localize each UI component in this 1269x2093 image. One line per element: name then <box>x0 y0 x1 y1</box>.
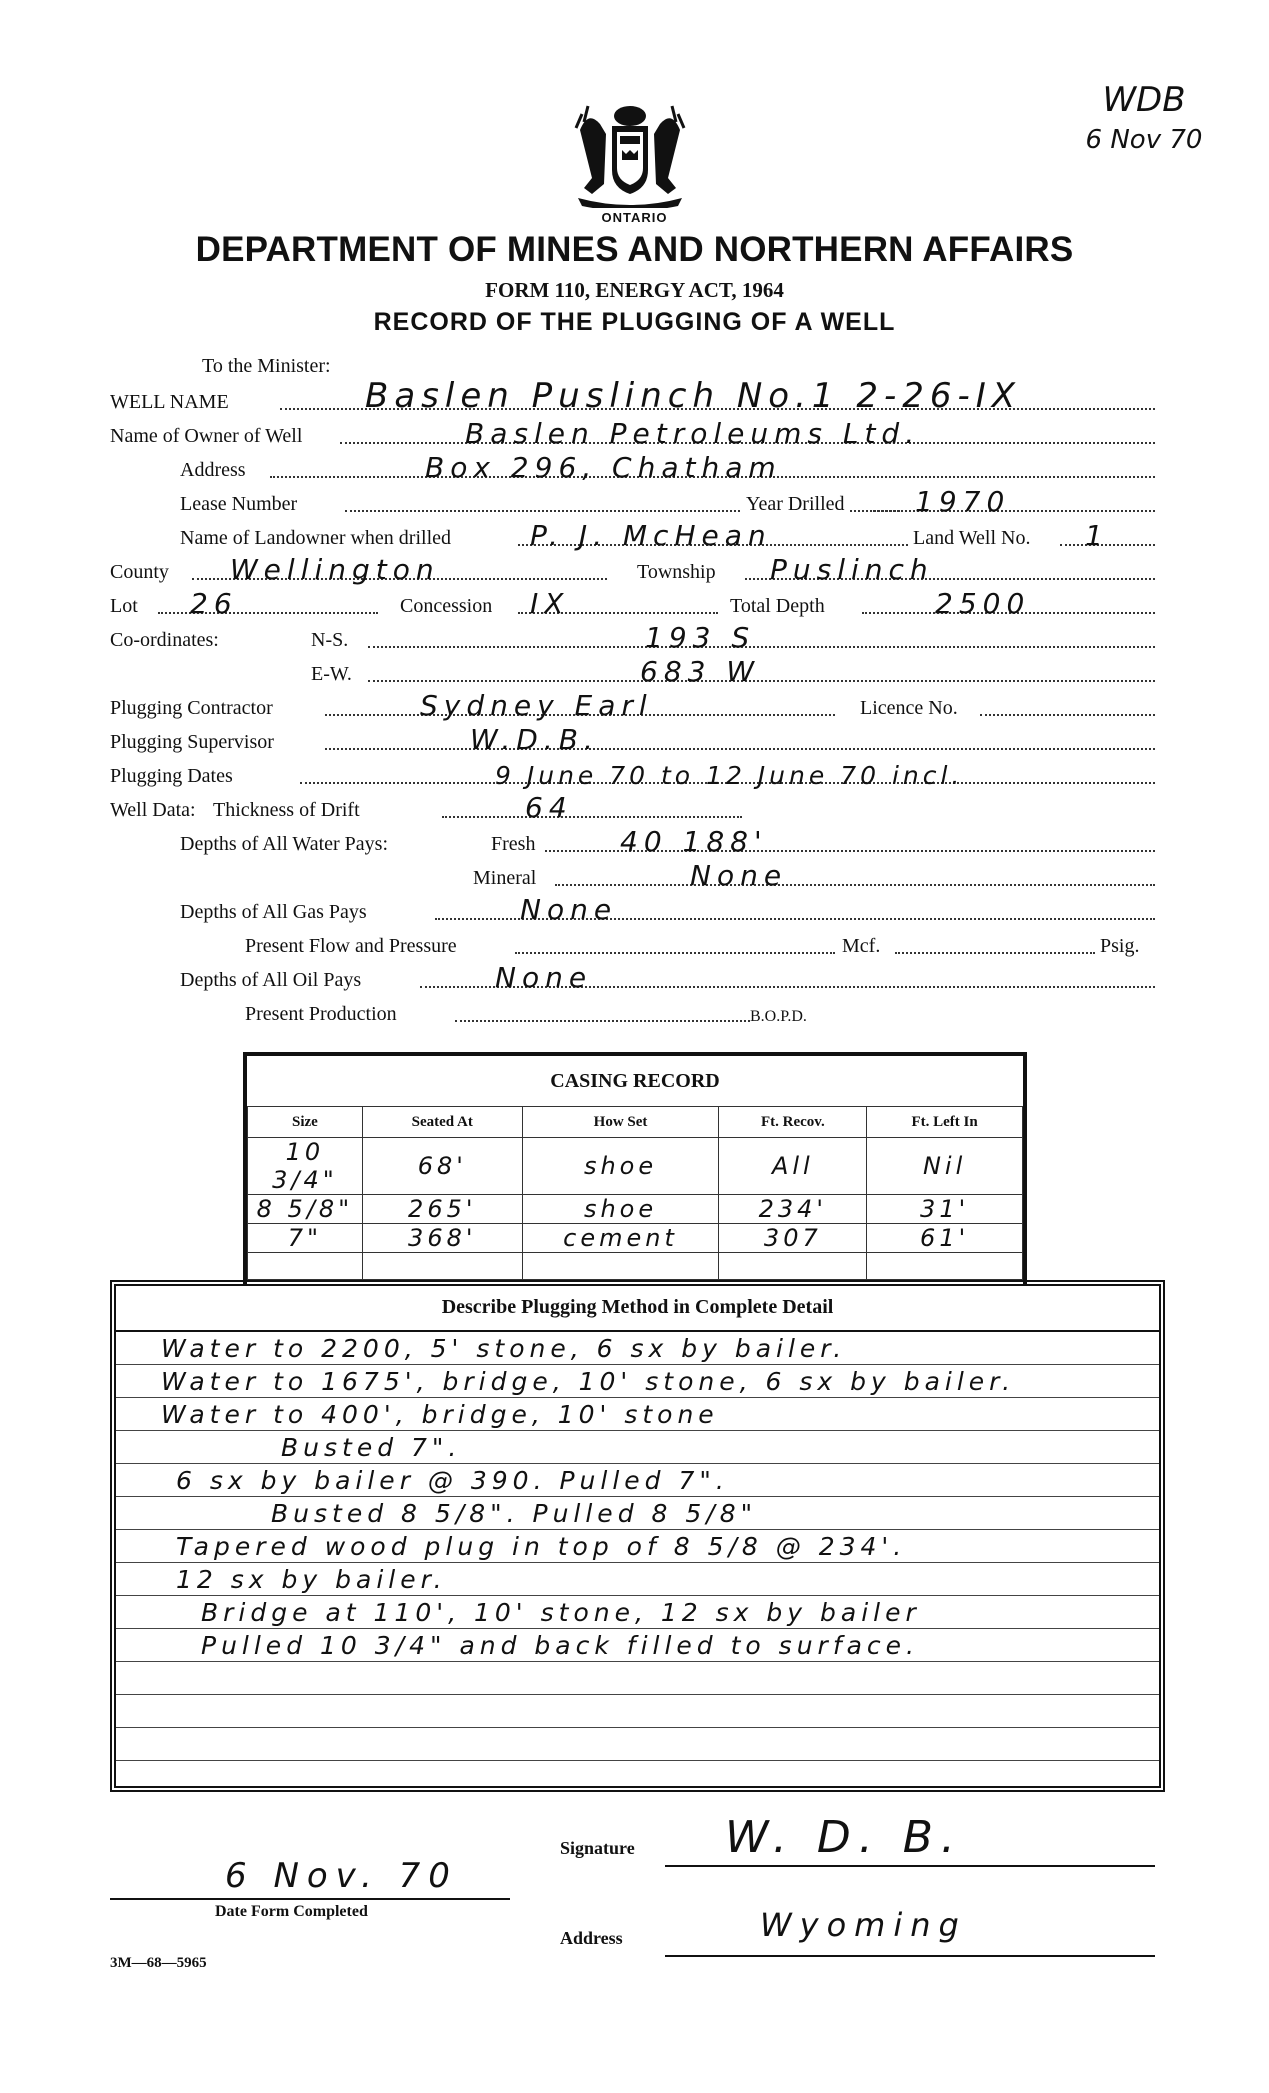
method-line-7: Tapered wood plug in top of 8 5/8 @ 234'. <box>176 1532 907 1561</box>
method-line-1: Water to 2200, 5' stone, 6 sx by bailer. <box>161 1334 847 1363</box>
casing-cell: 8 5/8" <box>248 1195 363 1224</box>
date-completed-label: Date Form Completed <box>215 1903 368 1920</box>
form-number: FORM 110, ENERGY ACT, 1964 <box>485 278 784 302</box>
casing-cell: 31' <box>867 1195 1023 1224</box>
casing-cell: 265' <box>362 1195 522 1224</box>
well-name-value: Baslen Puslinch No.1 2-26-IX <box>365 376 1022 416</box>
year-drilled-value: 1970 <box>915 485 1011 518</box>
casing-cell <box>362 1253 522 1280</box>
bopd-label: B.O.P.D. <box>750 1008 807 1025</box>
ns-label: N-S. <box>311 629 349 651</box>
coordinates-ew-field <box>110 655 1155 688</box>
county-value: Wellington <box>230 553 440 586</box>
signature-label: Signature <box>560 1838 635 1858</box>
contractor-licence-field <box>110 689 1155 722</box>
landowner-field <box>180 519 1155 552</box>
method-line-9: Bridge at 110', 10' stone, 12 sx by bailer <box>201 1598 921 1627</box>
owner-address-field <box>180 451 1155 484</box>
casing-cell: 307 <box>719 1224 867 1253</box>
licence-label: Licence No. <box>860 697 958 719</box>
oil-pays-field <box>180 961 1155 994</box>
method-line-4: Busted 7". <box>281 1433 462 1462</box>
mcf-label: Mcf. <box>842 935 881 957</box>
total-depth-value: 2500 <box>935 587 1031 620</box>
contractor-value: Sydney Earl <box>420 689 653 722</box>
owner-address-label: Address <box>180 459 246 481</box>
casing-header-seated-at: Seated At <box>362 1107 522 1138</box>
department-title: DEPARTMENT OF MINES AND NORTHERN AFFAIRS <box>195 230 1074 269</box>
oil-pays-value: None <box>495 961 593 994</box>
fresh-value: 40 188' <box>620 825 768 858</box>
total-depth-label: Total Depth <box>730 595 825 617</box>
ontario-coat-of-arms-icon <box>570 100 690 208</box>
address-value: Wyoming <box>760 1906 967 1944</box>
water-pays-label: Depths of All Water Pays: <box>180 833 388 855</box>
casing-cell <box>719 1253 867 1280</box>
plugging-dates-field <box>110 760 1155 790</box>
gas-pays-field <box>180 893 1155 926</box>
casing-record-table <box>247 1106 1023 1280</box>
supervisor-field <box>110 723 1155 756</box>
landowner-value: P. J. McHean <box>530 519 772 552</box>
table-row <box>248 1253 1023 1280</box>
casing-cell: cement <box>522 1224 719 1253</box>
owner-field <box>110 417 1155 450</box>
method-line-6: Busted 8 5/8". Pulled 8 5/8" <box>271 1499 758 1528</box>
casing-header-size: Size <box>248 1107 363 1138</box>
casing-header-ft-recov: Ft. Recov. <box>719 1107 867 1138</box>
flow-pressure-field <box>245 930 1155 960</box>
coordinates-label: Co-ordinates: <box>110 629 219 651</box>
county-township-field <box>110 553 1155 586</box>
casing-cell <box>248 1253 363 1280</box>
oil-pays-label: Depths of All Oil Pays <box>180 969 362 991</box>
concession-label: Concession <box>400 595 493 617</box>
corner-handwritten-note <box>1059 80 1229 160</box>
gas-pays-value: None <box>520 893 618 926</box>
casing-header-ft-left-in: Ft. Left In <box>867 1107 1023 1138</box>
mineral-label: Mineral <box>473 867 537 889</box>
plugging-method-title: Describe Plugging Method in Complete Detail <box>441 1296 834 1318</box>
year-drilled-label: Year Drilled <box>742 493 849 516</box>
drift-value: 64 <box>525 791 573 824</box>
landowner-label: Name of Landowner when drilled <box>180 527 452 549</box>
date-completed-value: 6 Nov. 70 <box>225 1856 458 1896</box>
land-well-no-value: 1 <box>1085 519 1109 552</box>
casing-cell: shoe <box>522 1195 719 1224</box>
land-well-no-label: Land Well No. <box>913 527 1031 549</box>
fresh-water-field <box>180 825 1155 858</box>
gas-pays-label: Depths of All Gas Pays <box>180 901 367 923</box>
township-value: Puslinch <box>770 553 934 586</box>
flow-label: Present Flow and Pressure <box>245 935 457 957</box>
owner-address-value: Box 296, Chatham <box>425 451 782 484</box>
casing-cell: 368' <box>362 1224 522 1253</box>
casing-record-title: CASING RECORD <box>550 1070 720 1092</box>
coordinates-ns-field <box>110 621 1155 654</box>
plugging-dates-label: Plugging Dates <box>110 765 233 787</box>
casing-cell: shoe <box>522 1138 719 1195</box>
lease-year-field <box>180 485 1155 518</box>
casing-cell: All <box>719 1138 867 1195</box>
lot-label: Lot <box>110 595 138 617</box>
mineral-water-field <box>180 859 1155 892</box>
form-code: 3M—68—5965 <box>110 1955 207 1971</box>
contractor-label: Plugging Contractor <box>110 697 273 719</box>
plugging-method-box <box>110 1280 1165 1792</box>
casing-cell: Nil <box>867 1138 1023 1195</box>
province-name: ONTARIO <box>601 210 668 225</box>
casing-cell <box>522 1253 719 1280</box>
table-row <box>248 1224 1023 1253</box>
method-line-3: Water to 400', bridge, 10' stone <box>161 1400 719 1429</box>
supervisor-value: W.D.B. <box>470 723 599 756</box>
concession-value: IX <box>530 587 570 620</box>
production-field <box>245 998 845 1028</box>
lot-value: 26 <box>190 587 238 620</box>
owner-label: Name of Owner of Well <box>110 425 303 447</box>
casing-cell: 68' <box>362 1138 522 1195</box>
casing-cell: 7" <box>248 1224 363 1253</box>
casing-cell: 234' <box>719 1195 867 1224</box>
lease-number-label: Lease Number <box>180 493 298 515</box>
casing-cell <box>867 1253 1023 1280</box>
psig-label: Psig. <box>1100 935 1140 957</box>
ew-label: E-W. <box>311 663 352 685</box>
fresh-label: Fresh <box>491 833 536 855</box>
mineral-value: None <box>690 859 788 892</box>
drift-field <box>110 791 1155 824</box>
ns-value: 193 S <box>645 621 756 654</box>
corner-initials: WDB <box>1102 80 1186 120</box>
table-row <box>248 1195 1023 1224</box>
ew-value: 683 W <box>640 655 761 688</box>
form-title: RECORD OF THE PLUGGING OF A WELL <box>373 308 896 336</box>
casing-record-box <box>243 1052 1027 1284</box>
well-data-label: Well Data: <box>110 799 196 821</box>
drift-label: Thickness of Drift <box>213 799 360 821</box>
production-label: Present Production <box>245 1003 397 1025</box>
casing-cell: 10 3/4" <box>248 1138 363 1195</box>
address-label: Address <box>560 1928 623 1948</box>
owner-value: Baslen Petroleums Ltd. <box>465 417 921 450</box>
well-name-label: WELL NAME <box>110 391 229 413</box>
method-line-10: Pulled 10 3/4" and back filled to surface. <box>201 1631 920 1660</box>
signature-value: W. D. B. <box>725 1812 963 1863</box>
well-name-field <box>110 376 1155 416</box>
table-row <box>248 1138 1023 1195</box>
casing-cell: 61' <box>867 1224 1023 1253</box>
corner-date: 6 Nov 70 <box>1085 125 1203 155</box>
salutation: To the Minister: <box>202 355 331 377</box>
county-label: County <box>110 561 169 583</box>
supervisor-label: Plugging Supervisor <box>110 731 274 753</box>
casing-header-how-set: How Set <box>522 1107 719 1138</box>
method-line-2: Water to 1675', bridge, 10' stone, 6 sx by bailer. <box>161 1367 1016 1396</box>
plugging-dates-value: 9 June 70 to 12 June 70 incl. <box>495 761 964 790</box>
lot-concession-depth-field <box>110 587 1155 620</box>
method-line-8: 12 sx by bailer. <box>176 1565 447 1594</box>
method-line-5: 6 sx by bailer @ 390. Pulled 7". <box>176 1466 729 1495</box>
township-label: Township <box>637 561 716 583</box>
